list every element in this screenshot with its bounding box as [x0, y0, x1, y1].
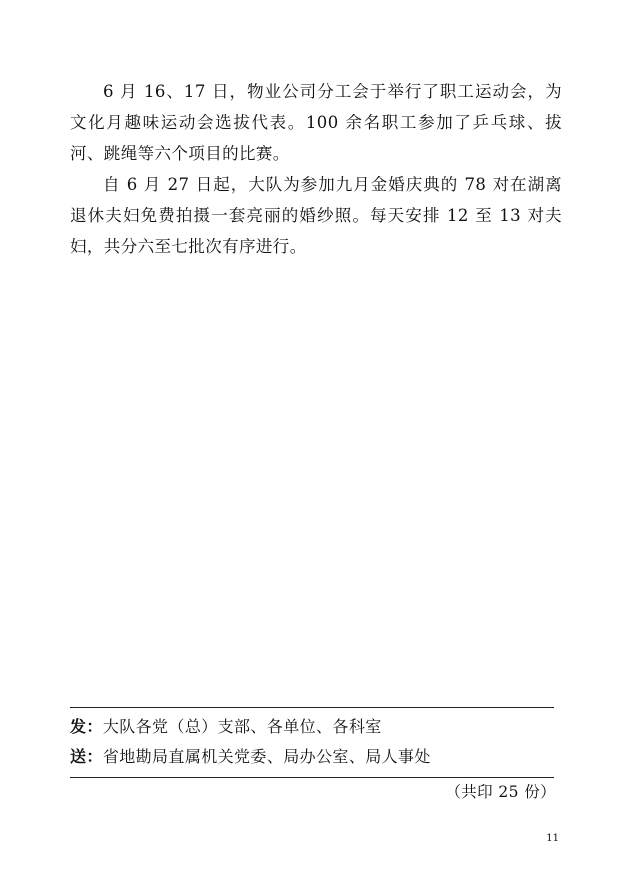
- paragraph-sports-meet: 6 月 16、17 日，物业公司分工会于举行了职工运动会，为文化月趣味运动会选拔代表。100 余名职工参加了乒乓球、拔河、跳绳等六个项目的比赛。: [70, 82, 562, 163]
- print-copies-note: （共印 25 份）: [445, 783, 556, 801]
- cc-recipients: 省地勘局直属机关党委、局办公室、局人事处: [102, 747, 431, 766]
- divider-bottom: [70, 777, 554, 778]
- distribution-cc-row: [70, 746, 431, 768]
- cc-label: 送：: [70, 747, 103, 766]
- send-recipients: 大队各党（总）支部、各单位、各科室: [102, 717, 382, 736]
- page-number: 11: [546, 833, 559, 844]
- document-body: [70, 76, 562, 262]
- distribution-send-row: [70, 716, 382, 738]
- send-label: 发：: [70, 717, 103, 736]
- divider-top: [70, 707, 554, 708]
- paragraph-wedding-photos: 自 6 月 27 日起，大队为参加九月金婚庆典的 78 对在湖离退休夫妇免费拍摄一套亮丽的婚纱照。每天安排 12 至 13 对夫妇，共分六至七批次有序进行。: [70, 175, 562, 256]
